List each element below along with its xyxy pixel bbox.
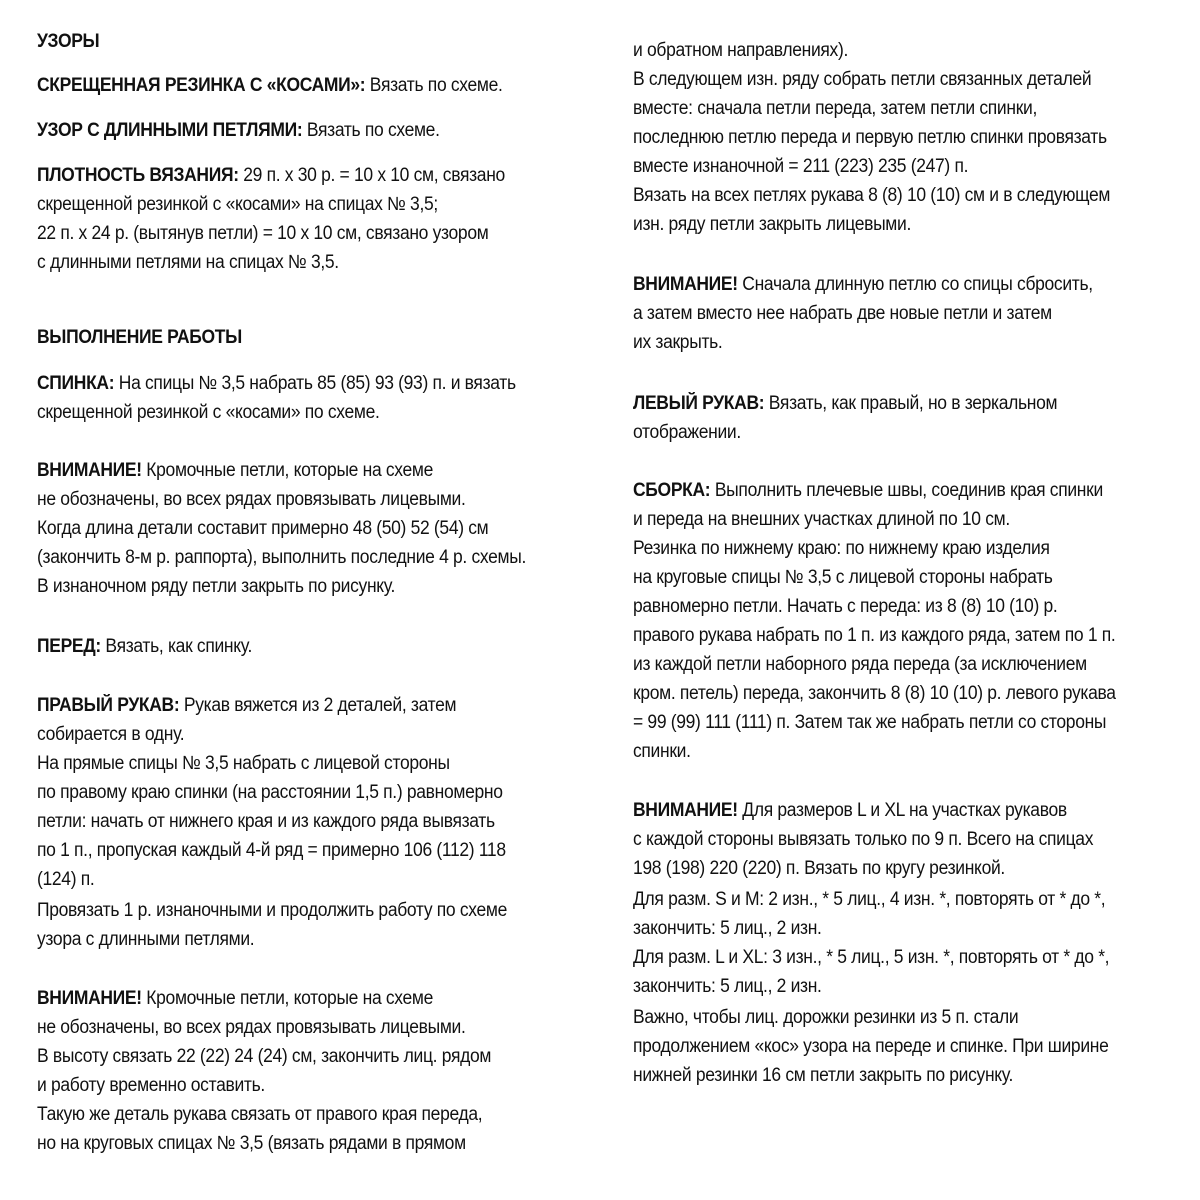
assembly-line-3: Резинка по нижнему краю: по нижнему краю изделия — [633, 538, 1050, 559]
attention-2-line-2: не обозначены, во всех рядах провязывать лицевыми. — [37, 1017, 466, 1038]
front-line — [37, 635, 252, 659]
left-sleeve-text: Вязать, как правый, но в зеркальном — [764, 393, 1058, 414]
front-text: Вязать, как спинку. — [100, 636, 252, 657]
continuation-line-1: и обратном направлениях). — [633, 40, 849, 61]
assembly-line-10: спинки. — [633, 741, 691, 762]
assembly-line-7: из каждой петли наборного ряда переда (за исключением — [633, 654, 1087, 675]
back-label: СПИНКА: — [37, 373, 115, 394]
front-label: ПЕРЕД: — [37, 636, 101, 657]
back-line-2: скрещенной резинкой с «косами» по схеме. — [37, 402, 380, 423]
attention-3-line-2: а затем вместо нее набрать две новые петли и затем — [633, 303, 1052, 324]
assembly-label: СБОРКА: — [633, 480, 711, 501]
attention-4-line-5: закончить: 5 лиц., 2 изн. — [633, 918, 822, 939]
attention-4-line-6: Для разм. L и XL: 3 изн., * 5 лиц., 5 изн. *, повторять от * до *, — [633, 947, 1110, 968]
long-loops-text: Вязать по схеме. — [302, 120, 440, 141]
right-sleeve-line-2: собирается в одну. — [37, 724, 185, 745]
attention-3-line-3: их закрыть. — [633, 332, 723, 353]
attention-2-line-4: и работу временно оставить. — [37, 1075, 265, 1096]
attention-2-line-5: Такую же деталь рукава связать от правого края переда, — [37, 1104, 483, 1125]
left-sleeve-line-2: отображении. — [633, 422, 741, 443]
attention-1-line-2: не обозначены, во всех рядах провязывать лицевыми. — [37, 489, 466, 510]
continuation-line-6: Вязать на всех петлях рукава 8 (8) 10 (10) см и в следующем — [633, 185, 1111, 206]
right-sleeve-text: Рукав вяжется из 2 деталей, затем — [179, 695, 457, 716]
attention-3-text: Сначала длинную петлю со спицы сбросить, — [737, 274, 1093, 295]
attention-4-line-1 — [633, 799, 1067, 823]
attention-3-line-1 — [633, 273, 1093, 297]
density-line-3: 22 п. х 24 р. (вытянув петли) = 10 х 10 см, связано узором — [37, 223, 489, 244]
density-text: 29 п. х 30 р. = 10 х 10 см, связано — [238, 165, 505, 186]
attention-2-line-6: но на круговых спицах № 3,5 (вязать рядами в прямом — [37, 1133, 466, 1154]
continuation-line-5: вместе изнаночной = 211 (223) 235 (247) п. — [633, 156, 969, 177]
right-sleeve-line-9: узора с длинными петлями. — [37, 929, 255, 950]
attention-4-line-9: продолжением «кос» узора на переде и спинке. При ширине — [633, 1036, 1109, 1057]
continuation-line-7: изн. ряду петли закрыть лицевыми. — [633, 214, 911, 235]
attention-2-line-3: В высоту связать 22 (22) 24 (24) см, закончить лиц. рядом — [37, 1046, 492, 1067]
attention-1-line-4: (закончить 8-м р. раппорта), выполнить последние 4 р. схемы. — [37, 547, 527, 568]
assembly-text: Выполнить плечевые швы, соединив края спинки — [710, 480, 1103, 501]
long-loops-line — [37, 119, 440, 143]
right-sleeve-line-8: Провязать 1 р. изнаночными и продолжить работу по схеме — [37, 900, 507, 921]
left-sleeve-line-1 — [633, 392, 1057, 416]
attention-4-line-3: 198 (198) 220 (220) п. Вязать по кругу резинкой. — [633, 858, 1005, 879]
attention-4-text: Для размеров L и XL на участках рукавов — [737, 800, 1067, 821]
right-sleeve-line-3: На прямые спицы № 3,5 набрать с лицевой стороны — [37, 753, 450, 774]
left-sleeve-label: ЛЕВЫЙ РУКАВ: — [633, 393, 765, 414]
assembly-line-9: = 99 (99) 111 (111) п. Затем так же набрать петли со стороны — [633, 712, 1107, 733]
attention-4-line-4: Для разм. S и M: 2 изн., * 5 лиц., 4 изн. *, повторять от * до *, — [633, 889, 1106, 910]
attention-4-line-10: нижней резинки 16 см петли закрыть по рисунку. — [633, 1065, 1014, 1086]
assembly-line-6: правого рукава набрать по 1 п. из каждого ряда, затем по 1 п. — [633, 625, 1116, 646]
attention-4-line-2: с каждой стороны вывязать только по 9 п. Всего на спицах — [633, 829, 1094, 850]
density-line-2: скрещенной резинкой с «косами» на спицах № 3,5; — [37, 194, 438, 215]
heading-patterns: УЗОРЫ — [37, 31, 100, 52]
assembly-line-1 — [633, 479, 1103, 503]
assembly-line-5: равномерно петли. Начать с переда: из 8 (8) 10 (10) р. — [633, 596, 1058, 617]
heading-work: ВЫПОЛНЕНИЕ РАБОТЫ — [37, 327, 242, 348]
attention-1-line-3: Когда длина детали составит примерно 48 (50) 52 (54) см — [37, 518, 489, 539]
attention-4-line-8: Важно, чтобы лиц. дорожки резинки из 5 п. стали — [633, 1007, 1019, 1028]
right-sleeve-label: ПРАВЫЙ РУКАВ: — [37, 695, 180, 716]
rib-pattern-text: Вязать по схеме. — [365, 75, 503, 96]
attention-1-line-1 — [37, 459, 433, 483]
right-sleeve-line-6: по 1 п., пропуская каждый 4-й ряд = примерно 106 (112) 118 — [37, 840, 506, 861]
attention-2-text: Кромочные петли, которые на схеме — [141, 988, 434, 1009]
right-sleeve-line-4: по правому краю спинки (на расстоянии 1,5 п.) равномерно — [37, 782, 503, 803]
long-loops-label: УЗОР С ДЛИННЫМИ ПЕТЛЯМИ: — [37, 120, 303, 141]
density-line-4: с длинными петлями на спицах № 3,5. — [37, 252, 339, 273]
attention-2-line-1 — [37, 987, 433, 1011]
rib-pattern-line — [37, 74, 503, 98]
attention-1-text: Кромочные петли, которые на схеме — [141, 460, 434, 481]
attention-3-label: ВНИМАНИЕ! — [633, 274, 738, 295]
right-sleeve-line-1 — [37, 694, 456, 718]
rib-pattern-label: СКРЕЩЕННАЯ РЕЗИНКА С «КОСАМИ»: — [37, 75, 366, 96]
right-sleeve-line-5: петли: начать от нижнего края и из каждого ряда вывязать — [37, 811, 495, 832]
assembly-line-4: на круговые спицы № 3,5 с лицевой стороны набрать — [633, 567, 1053, 588]
assembly-line-2: и переда на внешних участках длиной по 10 см. — [633, 509, 1010, 530]
continuation-line-2: В следующем изн. ряду собрать петли связанных деталей — [633, 69, 1092, 90]
back-text: На спицы № 3,5 набрать 85 (85) 93 (93) п. и вязать — [114, 373, 516, 394]
attention-4-line-7: закончить: 5 лиц., 2 изн. — [633, 976, 822, 997]
back-line-1 — [37, 372, 516, 396]
attention-1-label: ВНИМАНИЕ! — [37, 460, 142, 481]
density-line-1 — [37, 164, 505, 188]
attention-1-line-5: В изнаночном ряду петли закрыть по рисунку. — [37, 576, 396, 597]
right-sleeve-line-7: (124) п. — [37, 869, 95, 890]
attention-4-label: ВНИМАНИЕ! — [633, 800, 738, 821]
continuation-line-3: вместе: сначала петли переда, затем петли спинки, — [633, 98, 1038, 119]
attention-2-label: ВНИМАНИЕ! — [37, 988, 142, 1009]
assembly-line-8: кром. петель) переда, закончить 8 (8) 10 (10) р. левого рукава — [633, 683, 1116, 704]
continuation-line-4: последнюю петлю переда и первую петлю спинки провязать — [633, 127, 1107, 148]
density-label: ПЛОТНОСТЬ ВЯЗАНИЯ: — [37, 165, 239, 186]
